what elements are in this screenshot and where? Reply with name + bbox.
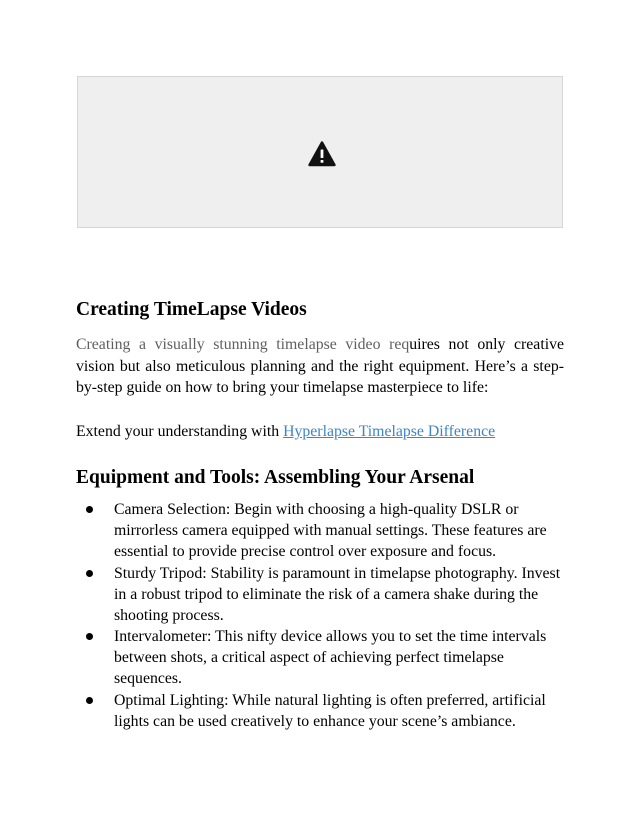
list-item-text: Optimal Lighting: While natural lighting is often preferred, artificial lights can be used creatively to enhance your scene’s ambiance. (114, 691, 546, 730)
list-item (76, 626, 566, 689)
list-item (76, 563, 566, 626)
equipment-list (76, 499, 566, 732)
list-item (76, 499, 566, 562)
intro-text: uires not only creative vision but also meticulous planning and the right equipment. Here’s a step-by-step guide on how to bring your timelapse masterpiece to life: (76, 336, 565, 396)
section-title: Equipment and Tools: Assembling Your Arsenal (76, 467, 475, 488)
bullet-icon (86, 506, 93, 513)
bullet-icon (86, 697, 93, 704)
extend-text: Extend your understanding with (76, 423, 284, 440)
intro-gray-text: Creating a visually stunning timelapse video req (76, 336, 410, 353)
list-item (76, 690, 566, 732)
list-item-text: Camera Selection: Begin with choosing a high-quality DSLR or mirrorless camera equipped with manual settings. These features are essential to provide precise control over exposure and focus. (114, 501, 547, 560)
warning-triangle-icon (308, 141, 336, 167)
list-item-text: Intervalometer: This nifty device allows you to set the time intervals between shots, a critical aspect of achieving perfect timelapse sequences. (114, 628, 547, 687)
list-item-text: Sturdy Tripod: Stability is paramount in timelapse photography. Invest in a robust tripod to eliminate the risk of a camera shake during the shooting process. (114, 564, 561, 624)
hyperlapse-link[interactable]: Hyperlapse Timelapse Difference (283, 423, 496, 440)
intro-paragraph (76, 334, 564, 399)
bullet-icon (86, 570, 93, 577)
section-title: Creating TimeLapse Videos (76, 299, 307, 320)
bullet-icon (86, 633, 93, 640)
extend-paragraph (76, 421, 564, 443)
